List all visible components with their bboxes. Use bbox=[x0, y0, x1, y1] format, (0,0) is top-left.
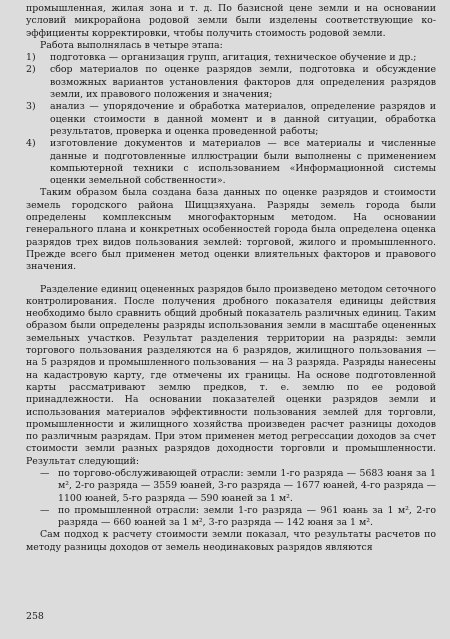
stage-text: анализ — упорядочение и обработка материалов, определение разрядов и оценки стоимости в данной момент и в данной ситуации, обработка результатов, проверка и оценка проведенной работы; bbox=[50, 101, 436, 137]
result-dash: — bbox=[40, 467, 50, 479]
result-text: по промышленной отрасли: земли 1-го разряда — 961 юань за 1 м², 2-го разряда — 660 юаней за 1 м², 3-го разряда — 142 юаня за 1 м². bbox=[58, 504, 436, 529]
stage-number: 3) bbox=[26, 101, 36, 113]
stage-number: 2) bbox=[26, 64, 36, 76]
paragraph-database: Таким образом была создана база данных по оценке разрядов и стоимости земель городского района Шиццзяхуана. Разряды земель города были определены комплексным многофакторным методом. На основании генерального плана и конкретных особенностей города была определена оценка разрядов трех видов пользования землей: торговой, жилого и промышленного. Прежде всего был применен метод оценки влиятельных факторов и правового значения. bbox=[26, 187, 436, 273]
stages-list bbox=[26, 52, 436, 187]
paragraph-division: Разделение единиц оцененных разрядов было произведено методом сеточного контролирования. После получения дробного показателя единицы действия необходимо было сравнить общий дробный показатель различных единиц. Таким образом были определены разряды использования земли в масштабе оцененных земельных участков. Результат разделения территории на разряды: земли торгового пользования разделяются на 6 разрядов, жилищного пользования — на 5 разрядов и промышленного пользования — на 3 разряда. Разряды нанесены на кадастровую карту, где отмечены их границы. На основе подготовленной карты рассматривают землю предков, т. е. землю по ее родовой принадлежности. На основании показателей оценки разрядов земли и использования материалов эффективности пользования землей для торговли, промышленности и жилищного хозяйства произведен расчет разницы доходов по различным разрядам. При этом применен метод регрессации доходов за счет стоимости земли разных разрядов доходности торговли и промышленности. Результат следующий: bbox=[26, 283, 436, 467]
stage-item bbox=[26, 101, 436, 138]
stage-text: изготовление документов и материалов — все материалы и численные данные и подготовленные иллюстрации были выполнены с применением компьютерной техники с использованием «Информационной системы оценки земельной собственности». bbox=[50, 138, 436, 187]
result-text: по торгово-обслуживающей отрасли: земли 1-го разряда — 5683 юаня за 1 м², 2-го разряда — 3559 юаней, 3-го разряда — 1677 юаней, 4-го разряда — 1100 юаней, 5-го разряда — 590 юаней за 1 м². bbox=[58, 467, 436, 504]
paragraph-conclusion: Сам подход к расчету стоимости земли показал, что результаты расчетов по методу разницы доходов от земель неодинаковых разрядов являются bbox=[26, 529, 436, 553]
result-dash: — bbox=[40, 504, 50, 516]
stage-item bbox=[26, 52, 436, 64]
result-item bbox=[26, 505, 436, 530]
stage-text: подготовка — организация групп, агитация, техническое обучение и др.; bbox=[50, 52, 417, 64]
page-number: 258 bbox=[26, 610, 44, 622]
results-list bbox=[26, 468, 436, 529]
stage-item bbox=[26, 64, 436, 101]
result-item bbox=[26, 468, 436, 505]
paragraph-gap bbox=[26, 274, 436, 284]
stage-text: сбор материалов по оценке разрядов земли, подготовка и обсуждение возможных вариантов установления факторов для определения разрядов земли, их правового положения и значения; bbox=[50, 64, 436, 101]
stages-heading: Работа выполнялась в четыре этапа: bbox=[40, 39, 223, 51]
stage-item bbox=[26, 138, 436, 187]
stage-number: 4) bbox=[26, 138, 36, 150]
intro-paragraph: промышленная, жилая зона и т. д. По базисной цене земли и на основании условий микрорайона родовой земли были изделены соответствующие ко-эффициенты корректировки, чтобы получить стоимость родовой земли. bbox=[26, 3, 436, 39]
stage-number: 1) bbox=[26, 52, 36, 64]
